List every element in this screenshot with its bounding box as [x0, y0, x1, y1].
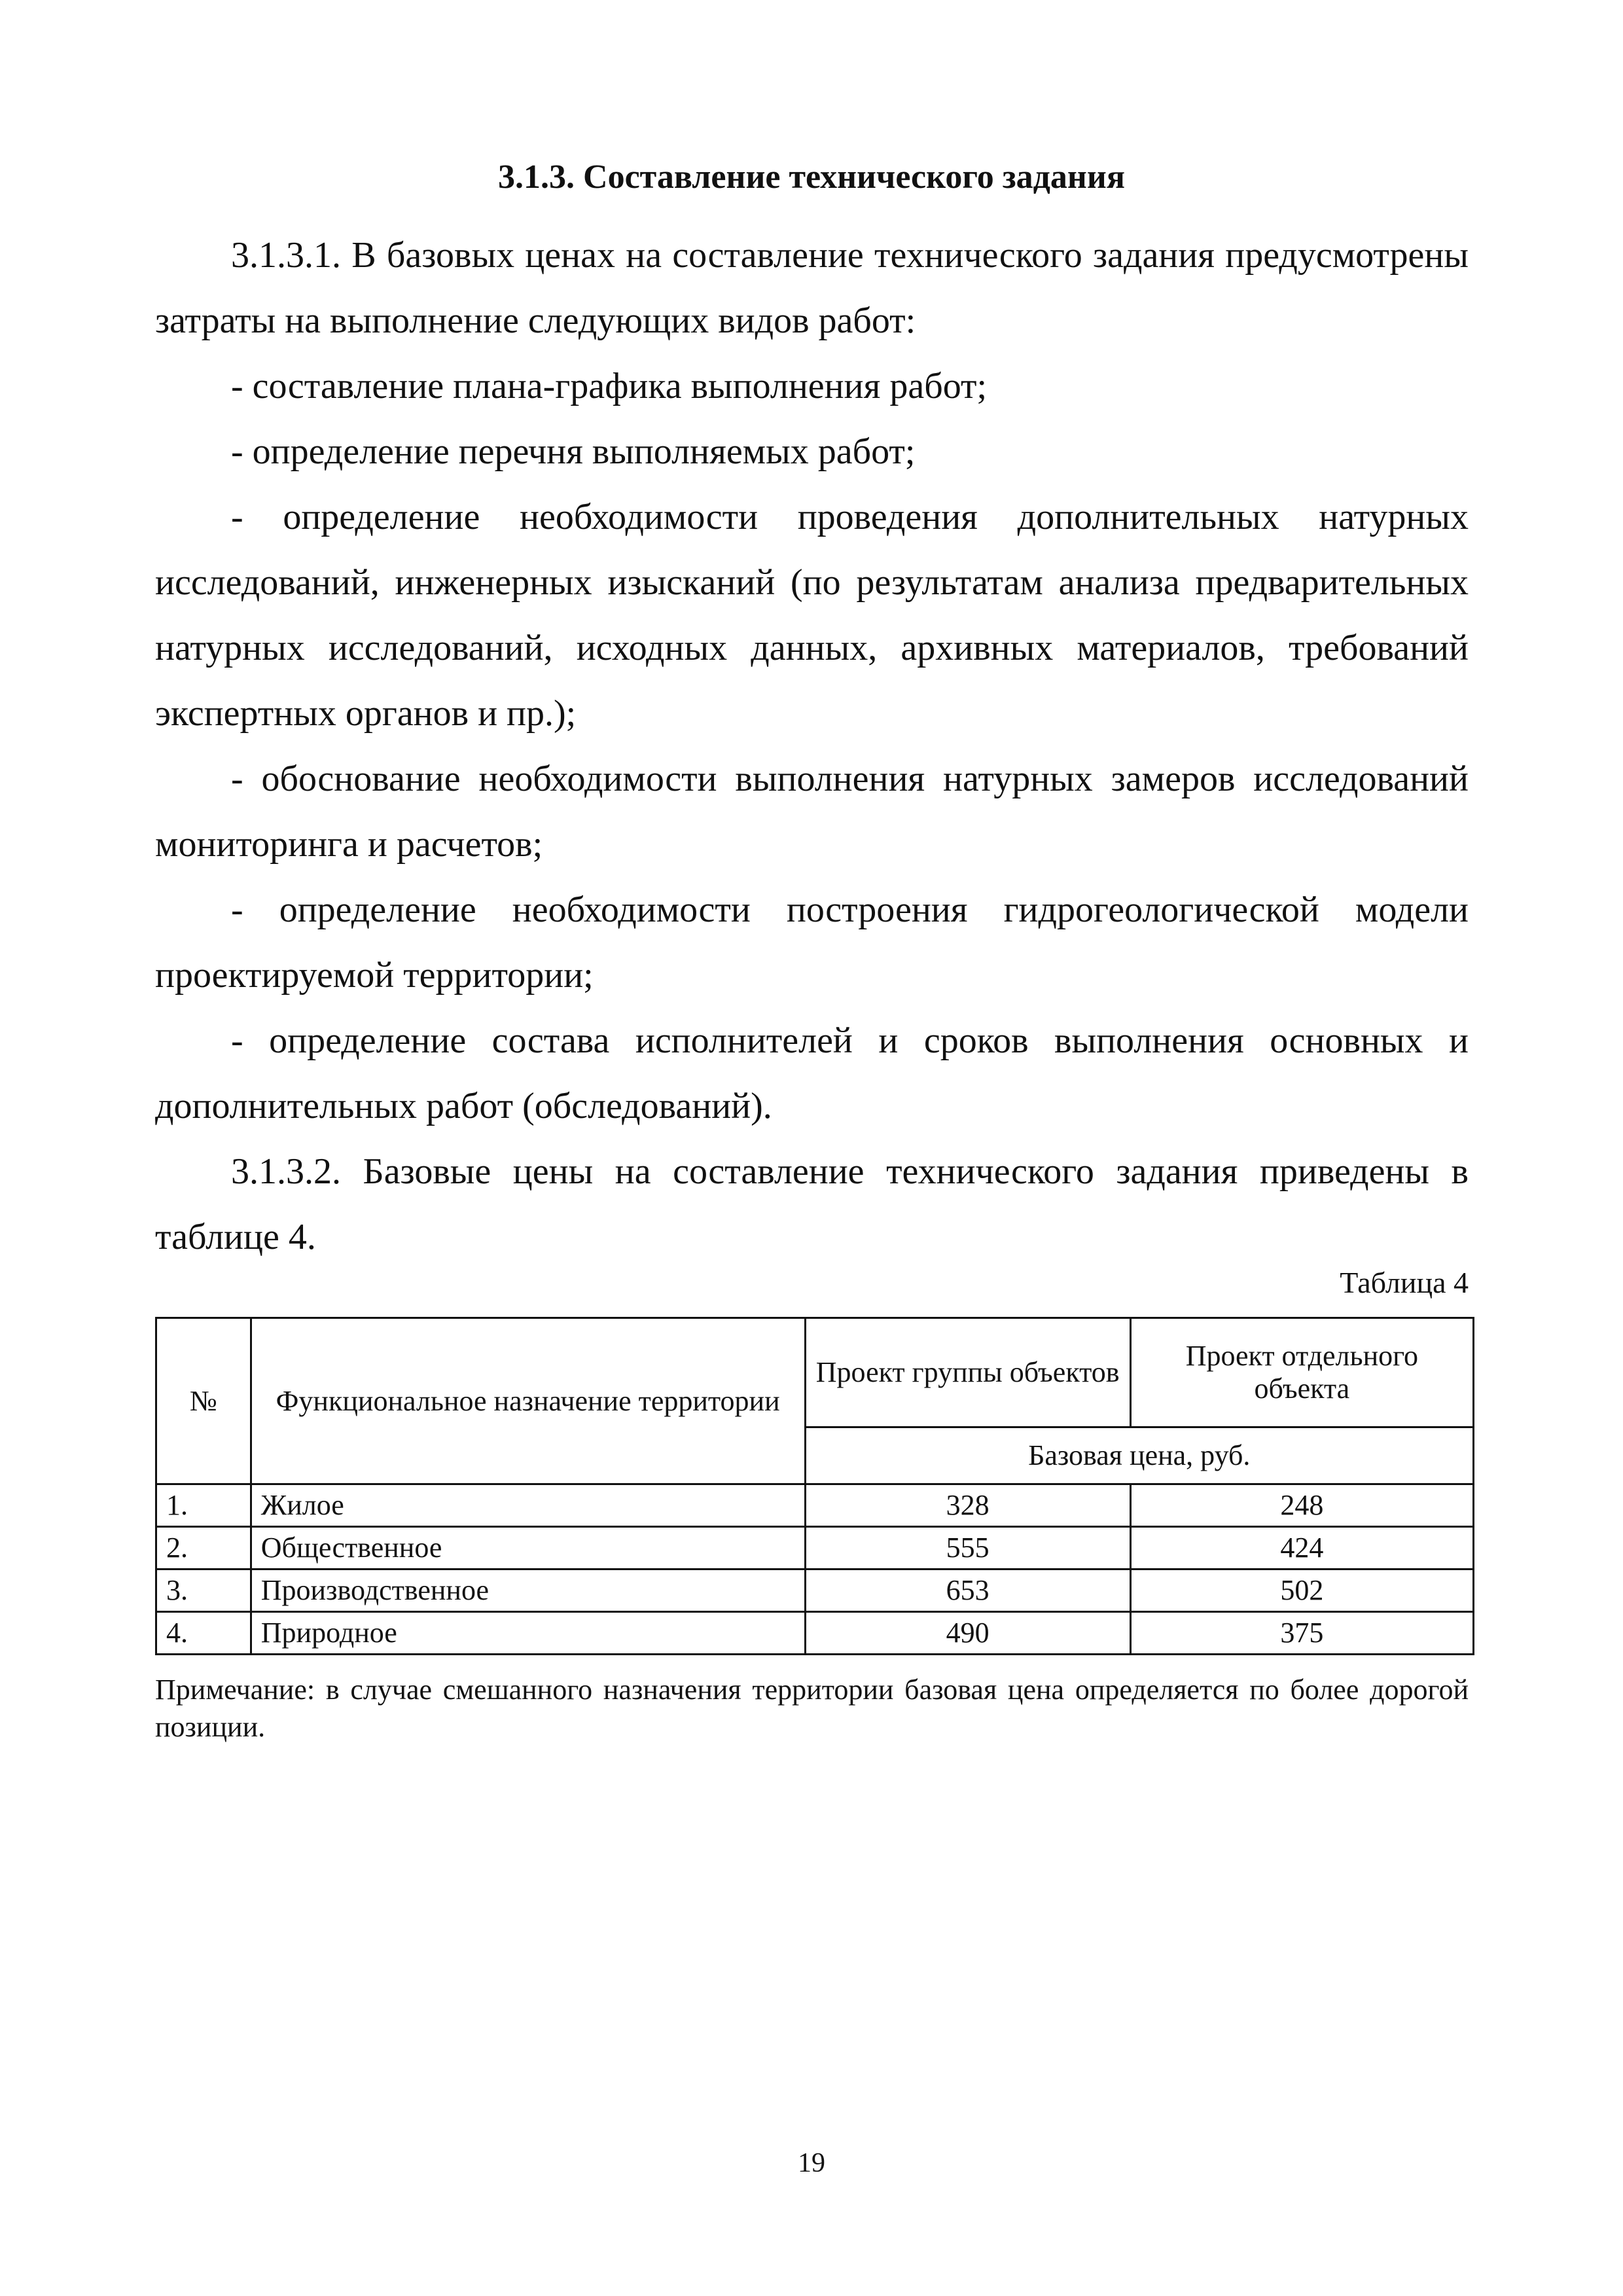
list-item-measurements: - обоснование необходимости выполнения натурных замеров исследований мониторинга и расчетов;: [155, 759, 1469, 865]
row-number: 3.: [156, 1570, 251, 1612]
header-function: Функциональное назначение территории: [251, 1318, 805, 1484]
row-single-price: 502: [1130, 1570, 1473, 1612]
row-number: 1.: [156, 1484, 251, 1527]
list-item-hydrogeological-model: - определение необходимости построения гидрогеологической модели проектируемой территории;: [155, 889, 1469, 996]
header-group-project: Проект группы объектов: [805, 1318, 1130, 1427]
list-item-schedule: - составление плана-графика выполнения работ;: [231, 366, 987, 406]
paragraph-intro: 3.1.3.1. В базовых ценах на составление технического задания предусмотрены затраты на выполнение следующих видов работ:: [155, 235, 1469, 341]
row-single-price: 424: [1130, 1527, 1473, 1570]
table-row: [156, 1612, 1474, 1655]
row-single-price: 248: [1130, 1484, 1473, 1527]
list-item-executors: - определение состава исполнителей и сроков выполнения основных и дополнительных работ (обследований).: [155, 1020, 1469, 1126]
section-heading: 3.1.3. Составление технического задания: [498, 158, 1125, 196]
paragraph-table-reference: 3.1.3.2. Базовые цены на составление технического задания приведены в таблице 4.: [155, 1151, 1469, 1257]
row-group-price: 490: [805, 1612, 1130, 1655]
table-row: [156, 1484, 1474, 1527]
row-function: Производственное: [251, 1570, 805, 1612]
row-single-price: 375: [1130, 1612, 1473, 1655]
row-group-price: 555: [805, 1527, 1130, 1570]
row-number: 4.: [156, 1612, 251, 1655]
row-function: Жилое: [251, 1484, 805, 1527]
table-note: [155, 1671, 1469, 1746]
row-group-price: 328: [805, 1484, 1130, 1527]
header-number: №: [156, 1318, 251, 1484]
list-item-additional-research: - определение необходимости проведения дополнительных натурных исследований, инженерных изысканий (по результатам анализа предварительных натурных исследований, исходных данных, архивных материалов, требований экспертных органов и пр.);: [155, 497, 1469, 734]
body-text: [155, 223, 1469, 1270]
price-table: [155, 1317, 1474, 1655]
header-single-project: Проект отдельного объекта: [1130, 1318, 1473, 1427]
row-function: Общественное: [251, 1527, 805, 1570]
row-number: 2.: [156, 1527, 251, 1570]
row-function: Природное: [251, 1612, 805, 1655]
header-base-price: Базовая цена, руб.: [805, 1427, 1473, 1484]
list-item-work-list: - определение перечня выполняемых работ;: [231, 431, 916, 472]
row-group-price: 653: [805, 1570, 1130, 1612]
table-caption: Таблица 4: [1340, 1266, 1469, 1299]
table-row: [156, 1570, 1474, 1612]
note-text: Примечание: в случае смешанного назначения территории базовая цена определяется по более дорогой позиции.: [155, 1674, 1469, 1743]
page-number: 19: [798, 2148, 825, 2178]
table-row: [156, 1527, 1474, 1570]
